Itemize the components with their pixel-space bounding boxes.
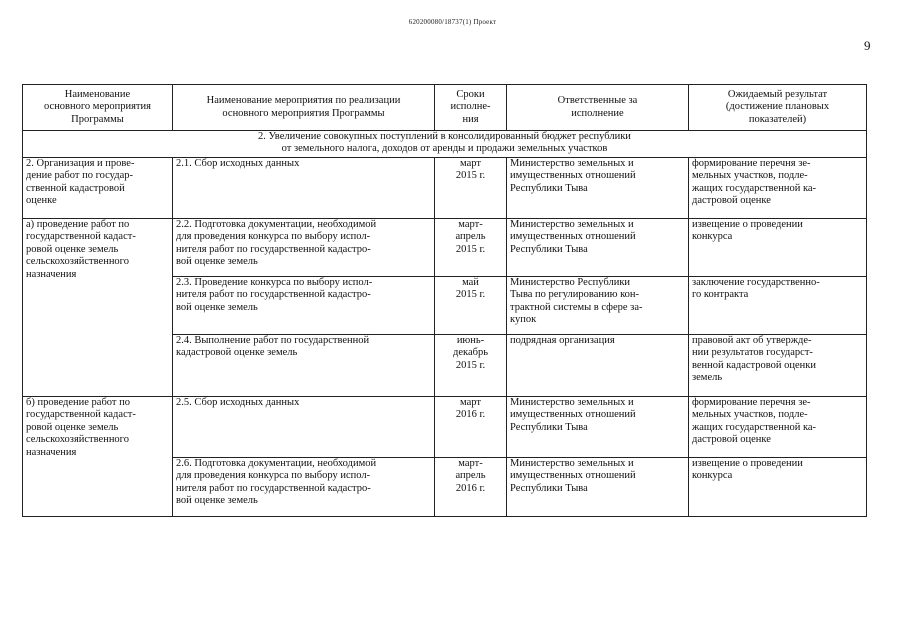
activity-cell: 2.4. Выполнение работ по государственной кадастровой оценке земель [173, 335, 435, 397]
period-cell: май 2015 г. [435, 277, 507, 335]
result-cell: формирование перечня зе- мельных участков, подле- жащих государственной ка- дастровой оценке [689, 397, 867, 458]
document-id: 620200080/18737(1) Проект [408, 18, 497, 26]
period-cell: июнь- декабрь 2015 г. [435, 335, 507, 397]
activity-cell: 2.2. Подготовка документации, необходимой для проведения конкурса по выбору испол- нителя работ по государственной кадастро- вой оценке земель [173, 219, 435, 277]
header-activity: Наименование мероприятия по реализации основного мероприятия Программы [173, 85, 435, 131]
program-table [22, 84, 867, 517]
group-label: 2. Организация и прове- дение работ по государ- ственной кадастровой оценке [23, 158, 173, 219]
table-row [23, 158, 867, 219]
header-main-activity: Наименование основного мероприятия Программы [23, 85, 173, 131]
period-cell: март- апрель 2016 г. [435, 458, 507, 517]
responsible-cell: Министерство земельных и имущественных отношений Республики Тыва [507, 158, 689, 219]
responsible-cell: Министерство земельных и имущественных отношений Республики Тыва [507, 397, 689, 458]
table-row [23, 219, 867, 277]
activity-cell: 2.5. Сбор исходных данных [173, 397, 435, 458]
table-row [23, 397, 867, 458]
responsible-cell: Министерство земельных и имущественных отношений Республики Тыва [507, 458, 689, 517]
responsible-cell: Министерство Республики Тыва по регулированию кон- трактной системы в сфере за- купок [507, 277, 689, 335]
result-cell: заключение государственно- го контракта [689, 277, 867, 335]
group-label: а) проведение работ по государственной кадаст- ровой оценке земель сельскохозяйственного назначения [23, 219, 173, 397]
header-row [23, 85, 867, 131]
header-result: Ожидаемый результат (достижение плановых показателей) [689, 85, 867, 131]
activity-cell: 2.6. Подготовка документации, необходимой для проведения конкурса по выбору испол- нителя работ по государственной кадастро- вой оценке земель [173, 458, 435, 517]
page-number: 9 [864, 38, 871, 53]
section-row [23, 131, 867, 158]
section-title: 2. Увеличение совокупных поступлений в консолидированный бюджет республики от земельного налога, доходов от аренды и продажи земельных участков [23, 131, 867, 158]
result-cell: формирование перечня зе- мельных участков, подле- жащих государственной ка- дастровой оценке [689, 158, 867, 219]
activity-cell: 2.3. Проведение конкурса по выбору испол- нителя работ по государственной кадастро- вой оценке земель [173, 277, 435, 335]
header-responsible: Ответственные за исполнение [507, 85, 689, 131]
period-cell: март 2015 г. [435, 158, 507, 219]
result-cell: правовой акт об утвержде- нии результатов государст- венной кадастровой оценки земель [689, 335, 867, 397]
period-cell: март- апрель 2015 г. [435, 219, 507, 277]
period-cell: март 2016 г. [435, 397, 507, 458]
responsible-cell: Министерство земельных и имущественных отношений Республики Тыва [507, 219, 689, 277]
group-label: б) проведение работ по государственной кадаст- ровой оценке земель сельскохозяйственного назначения [23, 397, 173, 517]
header-period: Сроки исполне- ния [435, 85, 507, 131]
activity-cell: 2.1. Сбор исходных данных [173, 158, 435, 219]
result-cell: извещение о проведении конкурса [689, 458, 867, 517]
result-cell: извещение о проведении конкурса [689, 219, 867, 277]
responsible-cell: подрядная организация [507, 335, 689, 397]
